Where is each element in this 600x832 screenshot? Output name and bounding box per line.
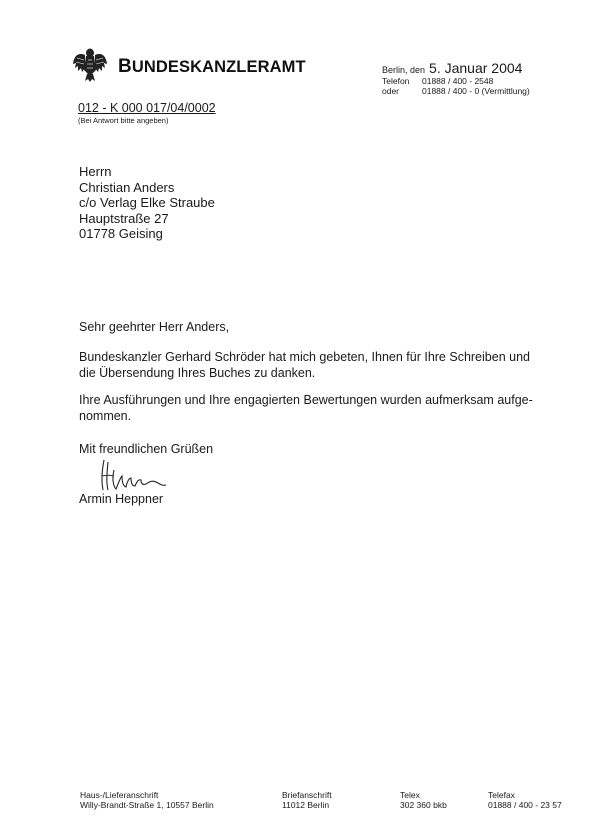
footer-telefax: Telefax 01888 / 400 - 23 57 bbox=[488, 790, 562, 810]
footer-delivery-address: Haus-/Lieferanschrift Willy-Brandt-Straße 1, 10557 Berlin bbox=[80, 790, 214, 810]
reference-hint: (Bei Antwort bitte angeben) bbox=[78, 116, 169, 125]
letter-date: 5. Januar 2004 bbox=[429, 60, 523, 76]
handwritten-signature bbox=[96, 456, 186, 496]
dateline bbox=[382, 60, 522, 76]
body-paragraph: Ihre Ausführungen und Ihre engagierten Bewertungen wurden aufmerksam aufge- nommen. bbox=[79, 393, 533, 423]
contact-row: Telefon 01888 / 400 - 2548 bbox=[382, 76, 494, 86]
reference-number: 012 - K 000 017/04/0002 bbox=[78, 101, 216, 115]
address-line: c/o Verlag Elke Straube bbox=[79, 195, 215, 210]
address-line: Hauptstraße 27 bbox=[79, 210, 169, 226]
contact-row: oder 01888 / 400 - 0 (Vermittlung) bbox=[382, 86, 530, 96]
signer-name: Armin Heppner bbox=[79, 492, 164, 506]
address-line: 01778 Geising bbox=[79, 226, 163, 241]
closing: Mit freundlichen Grüßen bbox=[79, 442, 214, 456]
contact-block bbox=[382, 76, 530, 96]
footer-postal-address: Briefanschrift 11012 Berlin bbox=[282, 790, 332, 810]
recipient-address bbox=[79, 164, 215, 242]
body-paragraph: Bundeskanzler Gerhard Schröder hat mich gebeten, Ihnen für Ihre Schreiben und die Übersendung Ihres Buches zu danken. bbox=[79, 350, 530, 380]
federal-eagle-icon bbox=[72, 44, 108, 84]
dateline-place: Berlin, den bbox=[382, 65, 426, 75]
footer-telex: Telex 302 360 bkb bbox=[400, 790, 447, 810]
salutation: Sehr geehrter Herr Anders, bbox=[79, 320, 230, 334]
address-line: Herrn bbox=[79, 164, 112, 179]
organization-name: BUNDESKANZLERAMT bbox=[118, 56, 306, 77]
address-line: Christian Anders bbox=[79, 179, 175, 195]
